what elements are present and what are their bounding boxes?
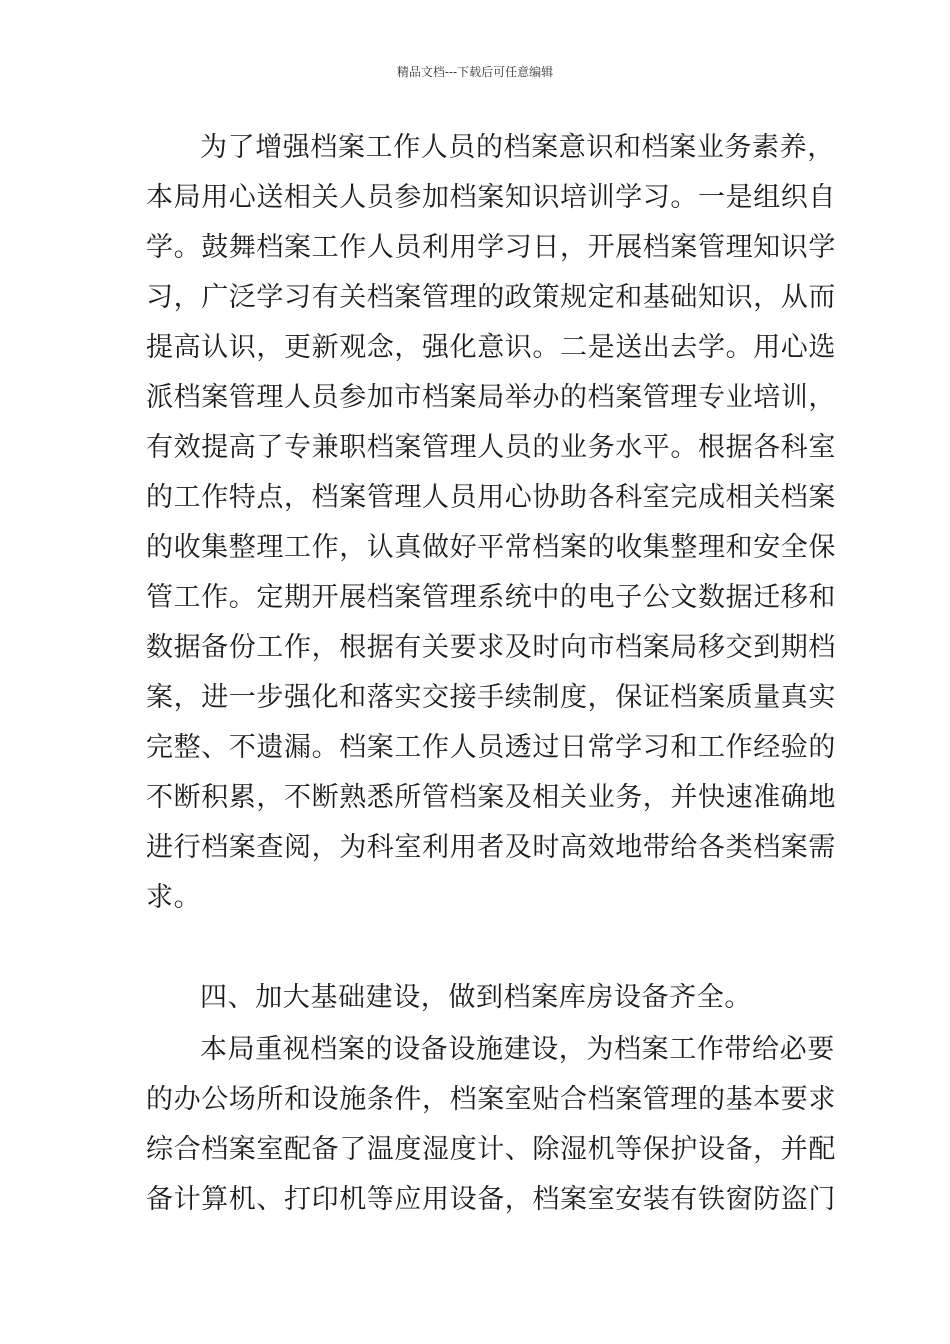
paragraph-line: 的办公场所和设施条件，档案室贴合档案管理的基本要求 (146, 1084, 836, 1115)
paragraph-line: 管工作。定期开展档案管理系统中的电子公文数据迁移和 (146, 582, 836, 613)
paragraph-line: 完整、不遗漏。档案工作人员透过日常学习和工作经验的 (146, 732, 836, 763)
paragraph-line: 备计算机、打印机等应用设备，档案室安装有铁窗防盗门 (146, 1184, 836, 1215)
paragraph-line: 进行档案查阅，为科室利用者及时高效地带给各类档案需 (146, 832, 836, 863)
paragraph-line: 不断积累，不断熟悉所管档案及相关业务，并快速准确地 (146, 782, 836, 813)
paragraph-line: 提高认识，更新观念，强化意识。二是送出去学。用心选 (146, 332, 836, 363)
paragraph-line: 的收集整理工作，认真做好平常档案的收集整理和安全保 (146, 532, 836, 563)
paragraph-line: 派档案管理人员参加市档案局举办的档案管理专业培训， (146, 382, 836, 413)
page-header: 精品文档---下载后可任意编辑 (396, 65, 554, 79)
paragraph-line: 案，进一步强化和落实交接手续制度，保证档案质量真实 (146, 682, 836, 713)
paragraph-line: 综合档案室配备了温度湿度计、除湿机等保护设备，并配 (146, 1134, 836, 1165)
paragraph-line: 习，广泛学习有关档案管理的政策规定和基础知识，从而 (146, 282, 836, 313)
paragraph-line: 求。 (146, 882, 202, 913)
paragraph-line: 有效提高了专兼职档案管理人员的业务水平。根据各科室 (146, 432, 836, 463)
paragraph-line: 学。鼓舞档案工作人员利用学习日，开展档案管理知识学 (146, 232, 836, 263)
paragraph-line: 本局重视档案的设备设施建设，为档案工作带给必要 (200, 1034, 835, 1065)
paragraph-line: 的工作特点，档案管理人员用心协助各科室完成相关档案 (146, 482, 836, 513)
paragraph-line: 本局用心送相关人员参加档案知识培训学习。一是组织自 (146, 182, 836, 213)
section-heading: 四、加大基础建设，做到档案库房设备齐全。 (200, 982, 752, 1013)
paragraph-line: 为了增强档案工作人员的档案意识和档案业务素养， (200, 132, 835, 163)
paragraph-line: 数据备份工作，根据有关要求及时向市档案局移交到期档 (146, 632, 836, 663)
